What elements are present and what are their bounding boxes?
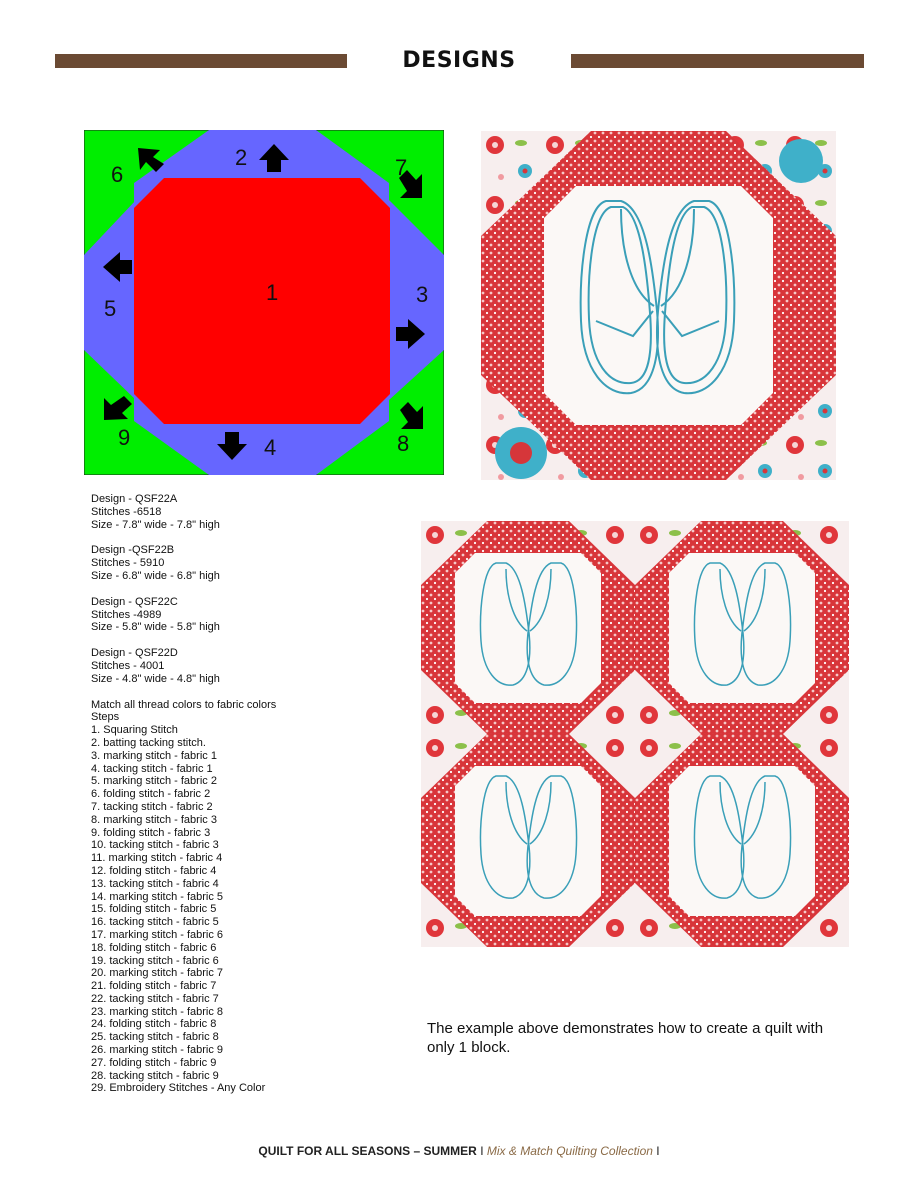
step-item: 10. tacking stitch - fabric 3 [91, 839, 219, 852]
step-item: 26. marking stitch - fabric 9 [91, 1044, 224, 1057]
design-size: Size - 4.8" wide - 4.8" high [91, 672, 220, 685]
step-item: 29. Embroidery Stitches - Any Color [91, 1082, 266, 1095]
header-rule-left [55, 54, 347, 68]
step-item: 11. marking stitch - fabric 4 [91, 852, 223, 865]
step-item: 5. marking stitch - fabric 2 [91, 775, 217, 788]
design-spec-c [91, 596, 391, 634]
footer-separator: I [476, 1144, 487, 1158]
piece-label-5: 5 [104, 296, 117, 321]
thread-color-note: Match all thread colors to fabric colors [91, 698, 277, 711]
step-item: 8. marking stitch - fabric 3 [91, 813, 217, 826]
piece-label-9: 9 [118, 425, 131, 450]
design-spec-b [91, 544, 391, 582]
header-rule-right [571, 54, 864, 68]
step-item: 17. marking stitch - fabric 6 [91, 928, 224, 941]
step-item: 14. marking stitch - fabric 5 [91, 890, 224, 903]
step-item: 7. tacking stitch - fabric 2 [91, 800, 213, 813]
page-footer [0, 1144, 918, 1158]
step-item: 22. tacking stitch - fabric 7 [91, 992, 219, 1005]
piece-label-7: 7 [395, 155, 408, 180]
step-item: 2. batting tacking stitch. [91, 736, 206, 749]
piece-label-4: 4 [264, 435, 277, 460]
design-size: Size - 6.8" wide - 6.8" high [91, 569, 220, 582]
design-name: Design -QSF22B [91, 544, 175, 557]
design-stitches: Stitches -4989 [91, 608, 162, 621]
piecing-diagram [84, 130, 444, 475]
step-item: 6. folding stitch - fabric 2 [91, 788, 211, 801]
design-size: Size - 7.8" wide - 7.8" high [91, 518, 220, 531]
step-item: 18. folding stitch - fabric 6 [91, 941, 217, 954]
step-item: 1. Squaring Stitch [91, 724, 178, 737]
footer-series: QUILT FOR ALL SEASONS – SUMMER [258, 1144, 477, 1158]
design-spec-d [91, 647, 391, 685]
design-specifications [91, 493, 391, 1095]
steps-list [91, 724, 391, 1095]
step-item: 25. tacking stitch - fabric 8 [91, 1031, 219, 1044]
example-caption: The example above demonstrates how to create a quilt with only 1 block. [427, 1020, 824, 1056]
step-item: 15. folding stitch - fabric 5 [91, 903, 217, 916]
center-fabric [134, 178, 390, 424]
piece-label-3: 3 [416, 282, 429, 307]
step-item: 12. folding stitch - fabric 4 [91, 864, 217, 877]
step-item: 4. tacking stitch - fabric 1 [91, 762, 213, 775]
design-stitches: Stitches - 5910 [91, 557, 165, 570]
piece-label-2: 2 [235, 145, 248, 170]
step-item: 9. folding stitch - fabric 3 [91, 826, 211, 839]
footer-collection: Mix & Match Quilting Collection [486, 1144, 653, 1158]
piece-label-6: 6 [111, 162, 124, 187]
step-item: 27. folding stitch - fabric 9 [91, 1056, 217, 1069]
step-item: 3. marking stitch - fabric 1 [91, 749, 217, 762]
page-title: DESIGNS [402, 48, 516, 73]
step-item: 21. folding stitch - fabric 7 [91, 980, 217, 993]
piece-label-1: 1 [266, 280, 279, 305]
step-item: 23. marking stitch - fabric 8 [91, 1005, 224, 1018]
step-item: 20. marking stitch - fabric 7 [91, 967, 224, 980]
steps-heading: Steps [91, 711, 120, 724]
piece-label-8: 8 [397, 431, 410, 456]
design-stitches: Stitches -6518 [91, 505, 162, 518]
design-size: Size - 5.8" wide - 5.8" high [91, 621, 220, 634]
quilt-block-photo [481, 131, 836, 480]
design-spec-a [91, 493, 391, 531]
footer-separator: I [652, 1144, 660, 1158]
step-item: 13. tacking stitch - fabric 4 [91, 877, 219, 890]
step-item: 16. tacking stitch - fabric 5 [91, 916, 219, 929]
step-item: 28. tacking stitch - fabric 9 [91, 1069, 219, 1082]
design-name: Design - QSF22D [91, 647, 178, 660]
step-item: 19. tacking stitch - fabric 6 [91, 954, 219, 967]
design-stitches: Stitches - 4001 [91, 659, 165, 672]
design-name: Design - QSF22C [91, 595, 178, 608]
design-name: Design - QSF22A [91, 493, 178, 505]
step-item: 24. folding stitch - fabric 8 [91, 1018, 217, 1031]
quilt-example-photo [421, 521, 849, 947]
